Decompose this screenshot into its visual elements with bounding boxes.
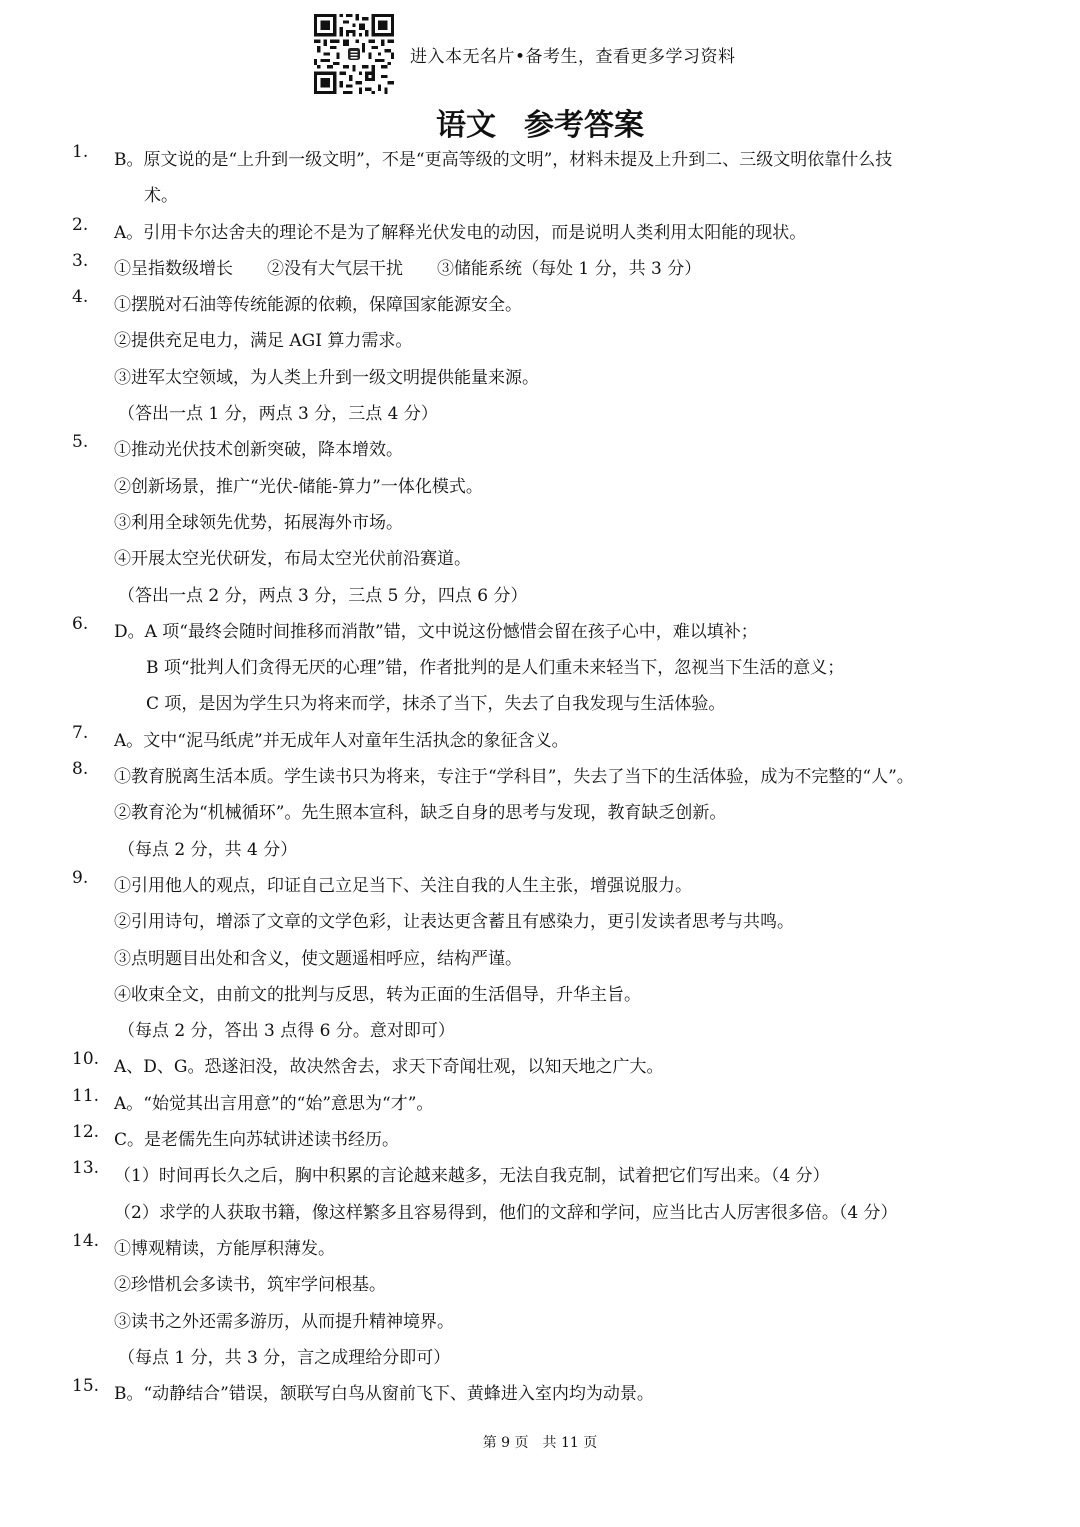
answer-line: ②珍惜机会多读书，筑牢学问根基。 — [114, 1275, 386, 1296]
answer-line: ②教育沦为“机械循环”。先生照本宣科，缺乏自身的思考与发现，教育缺乏创新。 — [114, 803, 727, 824]
page-title — [0, 100, 1080, 144]
promo-text: 进入本无名片•备考生，查看更多学习资料 — [410, 46, 736, 67]
answer-line: （每点 2 分，共 4 分） — [118, 839, 298, 860]
answer-line: ③利用全球领先优势，拓展海外市场。 — [114, 512, 403, 533]
answer-item — [72, 1231, 1020, 1376]
answer-line: C。是老儒先生向苏轼讲述读书经历。 — [114, 1130, 400, 1151]
answer-line: （每点 1 分，共 3 分，言之成理给分即可） — [118, 1347, 451, 1368]
answer-line: ②创新场景，推广“光伏-储能-算力”一体化模式。 — [114, 476, 483, 497]
answer-number: 4. — [72, 287, 89, 308]
qr-code-icon[interactable] — [314, 14, 394, 94]
answer-line: C 项，是因为学生只为将来而学，抹杀了当下，失去了自我发现与生活体验。 — [146, 694, 726, 715]
answer-number: 7. — [72, 722, 89, 743]
answer-number: 3. — [72, 250, 89, 271]
answer-line: （每点 2 分，答出 3 点得 6 分。意对即可） — [118, 1021, 455, 1042]
answer-item — [72, 215, 1020, 251]
answer-number: 8. — [72, 759, 89, 780]
answer-line: （答出一点 1 分，两点 3 分，三点 4 分） — [118, 404, 438, 425]
answer-line: （1）时间再长久之后，胸中积累的言论越来越多，无法自我克制，试着把它们写出来。（4 分） — [114, 1166, 830, 1187]
answer-line: ③进军太空领域，为人类上升到一级文明提供能量来源。 — [114, 367, 539, 388]
page-number: 第 9 页 共 11 页 — [482, 1435, 598, 1451]
answer-line: ②提供充足电力，满足 AGI 算力需求。 — [114, 331, 413, 352]
answer-line: B 项“批判人们贪得无厌的心理”错，作者批判的是人们重未来轻当下，忽视当下生活的意义； — [146, 658, 845, 679]
answer-line: ①引用他人的观点，印证自己立足当下、关注自我的人生主张，增强说服力。 — [114, 875, 692, 896]
answer-item — [72, 1049, 1020, 1085]
answer-item — [72, 1122, 1020, 1158]
answer-item — [72, 868, 1020, 1049]
answer-line: ④开展太空光伏研发，布局太空光伏前沿赛道。 — [114, 549, 471, 570]
answer-line: ④收束全文，由前文的批判与反思，转为正面的生活倡导，升华主旨。 — [114, 984, 641, 1005]
answer-line: ①摆脱对石油等传统能源的依赖，保障国家能源安全。 — [114, 295, 522, 316]
answer-item — [72, 251, 1020, 287]
answer-item — [72, 142, 1020, 215]
answer-line: 术。 — [144, 186, 178, 207]
answer-number: 14. — [72, 1230, 100, 1251]
answer-number: 13. — [72, 1158, 100, 1179]
answer-number: 11. — [72, 1085, 100, 1106]
answer-line: A。文中“泥马纸虎”并无成年人对童年生活执念的象征含义。 — [114, 730, 569, 751]
answer-number: 10. — [72, 1049, 100, 1070]
answer-line: ①教育脱离生活本质。学生读书只为将来，专注于“学科目”，失去了当下的生活体验，成为不完整的“人”。 — [114, 767, 914, 788]
answer-item — [72, 1158, 1020, 1231]
header — [314, 12, 736, 96]
answer-line: A。“始觉其出言用意”的“始”意思为“才”。 — [114, 1093, 434, 1114]
answer-line: ①推动光伏技术创新突破，降本增效。 — [114, 440, 403, 461]
answer-item — [72, 1086, 1020, 1122]
answer-line: ③读书之外还需多游历，从而提升精神境界。 — [114, 1311, 454, 1332]
answer-line: ①博观精读，方能厚积薄发。 — [114, 1238, 335, 1259]
answer-number: 15. — [72, 1376, 100, 1397]
answer-line: （答出一点 2 分，两点 3 分，三点 5 分，四点 6 分） — [118, 585, 528, 606]
answer-line: ③点明题目出处和含义，使文题遥相呼应，结构严谨。 — [114, 948, 522, 969]
answer-list — [72, 142, 1020, 1412]
answer-number: 6. — [72, 613, 89, 634]
answer-item — [72, 759, 1020, 868]
answer-line: D。A 项“最终会随时间推移而消散”错，文中说这份憾惜会留在孩子心中，难以填补； — [114, 621, 758, 642]
answer-line: A。引用卡尔达舍夫的理论不是为了解释光伏发电的动因，而是说明人类利用太阳能的现状。 — [114, 222, 807, 243]
heading-label: 参考答案 — [524, 108, 644, 143]
answer-item — [72, 614, 1020, 723]
answer-item — [72, 287, 1020, 432]
answer-line: A、D、G。恐遂汩没，故决然舍去，求天下奇闻壮观，以知天地之广大。 — [114, 1057, 664, 1078]
answer-number: 9. — [72, 867, 89, 888]
answer-line: ②引用诗句，增添了文章的文学色彩，让表达更含蓄且有感染力，更引发读者思考与共鸣。 — [114, 912, 794, 933]
answer-line: ①呈指数级增长 ②没有大气层干扰 ③储能系统（每处 1 分，共 3 分） — [114, 258, 702, 279]
answer-number: 2. — [72, 214, 89, 235]
subject-label: 语文 — [436, 108, 496, 143]
answer-item — [72, 723, 1020, 759]
answer-item — [72, 1376, 1020, 1412]
answer-number: 1. — [72, 142, 89, 162]
answer-item — [72, 432, 1020, 613]
answer-line: （2）求学的人获取书籍，像这样繁多且容易得到，他们的文辞和学问，应当比古人厉害很多倍。（4 分） — [114, 1202, 898, 1223]
answer-number: 5. — [72, 432, 89, 453]
answer-line: B。“动静结合”错误，颔联写白鸟从窗前飞下、黄蜂进入室内均为动景。 — [114, 1384, 654, 1405]
answer-line: B。原文说的是“上升到一级文明”，不是“更高等级的文明”，材料未提及上升到二、三级文明依靠什么技 — [114, 150, 893, 170]
answer-number: 12. — [72, 1122, 100, 1143]
